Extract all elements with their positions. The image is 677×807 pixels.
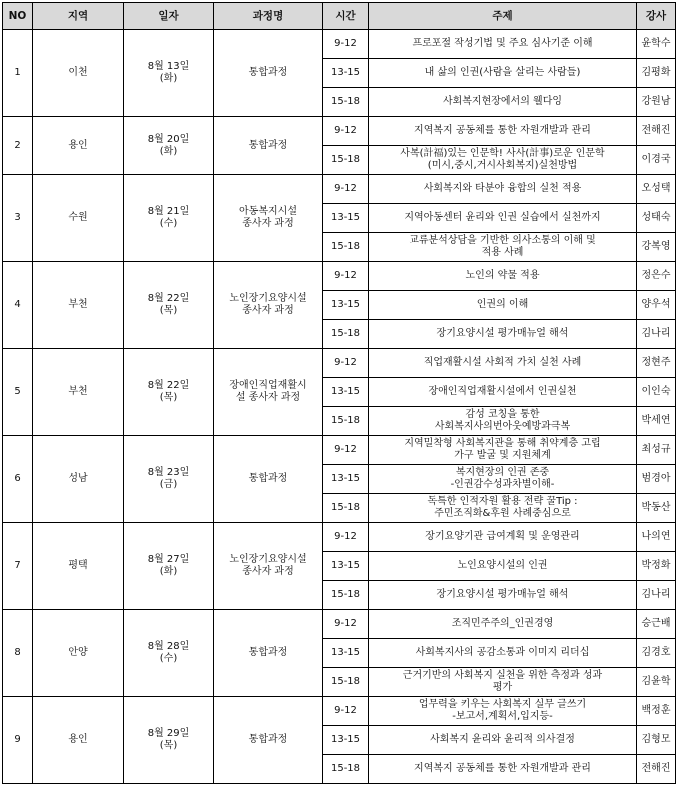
- cell-topic: 직업재활시설 사회적 가치 실천 사례: [369, 349, 637, 378]
- cell-no: 1: [3, 30, 33, 117]
- cell-topic: 노인요양시설의 인권: [369, 552, 637, 581]
- table-row: [3, 262, 676, 291]
- cell-instructor: 성태숙: [637, 204, 676, 233]
- cell-topic: 프로포절 작성기법 및 주요 심사기준 이해: [369, 30, 637, 59]
- cell-date: 8월 27일 (화): [124, 523, 214, 610]
- cell-topic: 지역밀착형 사회복지관을 통해 취약계층 고립 가구 발굴 및 지원체계: [369, 436, 637, 465]
- cell-time: 13-15: [323, 465, 369, 494]
- cell-instructor: 나의연: [637, 523, 676, 552]
- cell-time: 9-12: [323, 436, 369, 465]
- cell-region: 용인: [33, 117, 124, 175]
- cell-topic: 사회복지 윤리와 윤리적 의사결정: [369, 726, 637, 755]
- cell-topic: 사회복지사의 공감소통과 이미지 리더십: [369, 639, 637, 668]
- cell-instructor: 김나리: [637, 581, 676, 610]
- cell-topic: 장기요양기관 급여계획 및 운영관리: [369, 523, 637, 552]
- cell-no: 9: [3, 697, 33, 784]
- table-row: [3, 175, 676, 204]
- header-time: 시간: [323, 3, 369, 30]
- cell-no: 8: [3, 610, 33, 697]
- cell-region: 부천: [33, 349, 124, 436]
- education-schedule-table: [2, 2, 676, 784]
- cell-instructor: 오성택: [637, 175, 676, 204]
- cell-time: 9-12: [323, 697, 369, 726]
- cell-date: 8월 23일 (금): [124, 436, 214, 523]
- cell-topic: 사회복지현장에서의 웰다잉: [369, 88, 637, 117]
- table-row: [3, 523, 676, 552]
- cell-time: 15-18: [323, 233, 369, 262]
- cell-no: 3: [3, 175, 33, 262]
- table-row: [3, 30, 676, 59]
- cell-instructor: 김윤학: [637, 668, 676, 697]
- cell-region: 수원: [33, 175, 124, 262]
- cell-instructor: 이경국: [637, 146, 676, 175]
- cell-instructor: 박동산: [637, 494, 676, 523]
- cell-topic: 근거기반의 사회복지 실천을 위한 측정과 성과 평가: [369, 668, 637, 697]
- cell-time: 13-15: [323, 552, 369, 581]
- cell-instructor: 강복영: [637, 233, 676, 262]
- cell-course: 장애인직업재활시 설 종사자 과정: [214, 349, 323, 436]
- cell-region: 평택: [33, 523, 124, 610]
- cell-instructor: 전해진: [637, 755, 676, 784]
- cell-region: 용인: [33, 697, 124, 784]
- cell-instructor: 박정화: [637, 552, 676, 581]
- cell-time: 9-12: [323, 262, 369, 291]
- cell-time: 15-18: [323, 146, 369, 175]
- cell-time: 15-18: [323, 320, 369, 349]
- table-row: [3, 436, 676, 465]
- cell-region: 이천: [33, 30, 124, 117]
- cell-date: 8월 21일 (수): [124, 175, 214, 262]
- cell-time: 13-15: [323, 59, 369, 88]
- cell-instructor: 김경호: [637, 639, 676, 668]
- cell-topic: 업무력을 키우는 사회복지 실무 글쓰기 -보고서,계획서,입지등-: [369, 697, 637, 726]
- cell-time: 15-18: [323, 88, 369, 117]
- cell-time: 9-12: [323, 30, 369, 59]
- cell-time: 9-12: [323, 349, 369, 378]
- cell-time: 15-18: [323, 407, 369, 436]
- cell-topic: 장기요양시설 평가매뉴얼 해석: [369, 581, 637, 610]
- cell-time: 13-15: [323, 204, 369, 233]
- header-course: 과정명: [214, 3, 323, 30]
- cell-instructor: 김나리: [637, 320, 676, 349]
- cell-topic: 인권의 이해: [369, 291, 637, 320]
- cell-topic: 독특한 인적자원 활용 전략 꿀Tip : 주민조직화&후원 사례중심으로: [369, 494, 637, 523]
- cell-no: 2: [3, 117, 33, 175]
- cell-course: 통합과정: [214, 117, 323, 175]
- cell-time: 15-18: [323, 494, 369, 523]
- cell-instructor: 승근배: [637, 610, 676, 639]
- cell-instructor: 김평화: [637, 59, 676, 88]
- header-region: 지역: [33, 3, 124, 30]
- cell-time: 9-12: [323, 175, 369, 204]
- cell-date: 8월 28일 (수): [124, 610, 214, 697]
- cell-topic: 감성 코칭을 통한 사회복지사의번아웃예방과극복: [369, 407, 637, 436]
- cell-date: 8월 20일 (화): [124, 117, 214, 175]
- cell-instructor: 정은수: [637, 262, 676, 291]
- cell-time: 15-18: [323, 581, 369, 610]
- cell-course: 통합과정: [214, 436, 323, 523]
- cell-date: 8월 29일 (목): [124, 697, 214, 784]
- cell-time: 15-18: [323, 755, 369, 784]
- table-row: [3, 349, 676, 378]
- cell-topic: 사복(計福)있는 인문학! 사사(計事)로운 인문학 (미시,중시,거시사회복지)실천방법: [369, 146, 637, 175]
- cell-time: 15-18: [323, 668, 369, 697]
- cell-course: 노인장기요양시설 종사자 과정: [214, 262, 323, 349]
- cell-instructor: 백정훈: [637, 697, 676, 726]
- cell-topic: 교류분석상담을 기반한 의사소통의 이해 및 적용 사례: [369, 233, 637, 262]
- cell-course: 통합과정: [214, 610, 323, 697]
- cell-time: 13-15: [323, 291, 369, 320]
- cell-topic: 노인의 약물 적용: [369, 262, 637, 291]
- cell-course: 통합과정: [214, 697, 323, 784]
- cell-topic: 복지현장의 인권 존중 -인권감수성과차별이해-: [369, 465, 637, 494]
- header-row: [3, 3, 676, 30]
- cell-time: 9-12: [323, 523, 369, 552]
- cell-instructor: 범경아: [637, 465, 676, 494]
- cell-instructor: 강원남: [637, 88, 676, 117]
- cell-time: 13-15: [323, 378, 369, 407]
- cell-instructor: 김형모: [637, 726, 676, 755]
- cell-instructor: 박세연: [637, 407, 676, 436]
- cell-course: 아동복지시설 종사자 과정: [214, 175, 323, 262]
- cell-topic: 내 삶의 인권(사람을 살리는 사람들): [369, 59, 637, 88]
- cell-instructor: 전해진: [637, 117, 676, 146]
- table-row: [3, 117, 676, 146]
- cell-no: 7: [3, 523, 33, 610]
- header-date: 일자: [124, 3, 214, 30]
- cell-topic: 지역복지 공동체를 통한 자원개발과 관리: [369, 755, 637, 784]
- cell-no: 6: [3, 436, 33, 523]
- cell-topic: 사회복지와 타분야 융합의 실천 적용: [369, 175, 637, 204]
- cell-no: 5: [3, 349, 33, 436]
- cell-date: 8월 22일 (목): [124, 349, 214, 436]
- cell-topic: 장애인직업재활시설에서 인권실천: [369, 378, 637, 407]
- cell-no: 4: [3, 262, 33, 349]
- header-no: NO: [3, 3, 33, 30]
- cell-date: 8월 13일 (화): [124, 30, 214, 117]
- cell-region: 안양: [33, 610, 124, 697]
- cell-topic: 조직민주주의_인권경영: [369, 610, 637, 639]
- cell-instructor: 양우석: [637, 291, 676, 320]
- cell-time: 9-12: [323, 610, 369, 639]
- cell-instructor: 이인숙: [637, 378, 676, 407]
- cell-topic: 지역복지 공동체를 통한 자원개발과 관리: [369, 117, 637, 146]
- table-row: [3, 610, 676, 639]
- cell-region: 부천: [33, 262, 124, 349]
- cell-instructor: 정현주: [637, 349, 676, 378]
- cell-topic: 장기요양시설 평가매뉴얼 해석: [369, 320, 637, 349]
- cell-time: 13-15: [323, 639, 369, 668]
- cell-region: 성남: [33, 436, 124, 523]
- cell-instructor: 윤학수: [637, 30, 676, 59]
- header-topic: 주제: [369, 3, 637, 30]
- schedule-body: [3, 30, 676, 784]
- cell-instructor: 최성규: [637, 436, 676, 465]
- cell-date: 8월 22일 (목): [124, 262, 214, 349]
- cell-time: 9-12: [323, 117, 369, 146]
- cell-time: 13-15: [323, 726, 369, 755]
- cell-course: 노인장기요양시설 종사자 과정: [214, 523, 323, 610]
- header-instructor: 강사: [637, 3, 676, 30]
- cell-topic: 지역아동센터 윤리와 인권 실습에서 실천까지: [369, 204, 637, 233]
- table-row: [3, 697, 676, 726]
- cell-course: 통합과정: [214, 30, 323, 117]
